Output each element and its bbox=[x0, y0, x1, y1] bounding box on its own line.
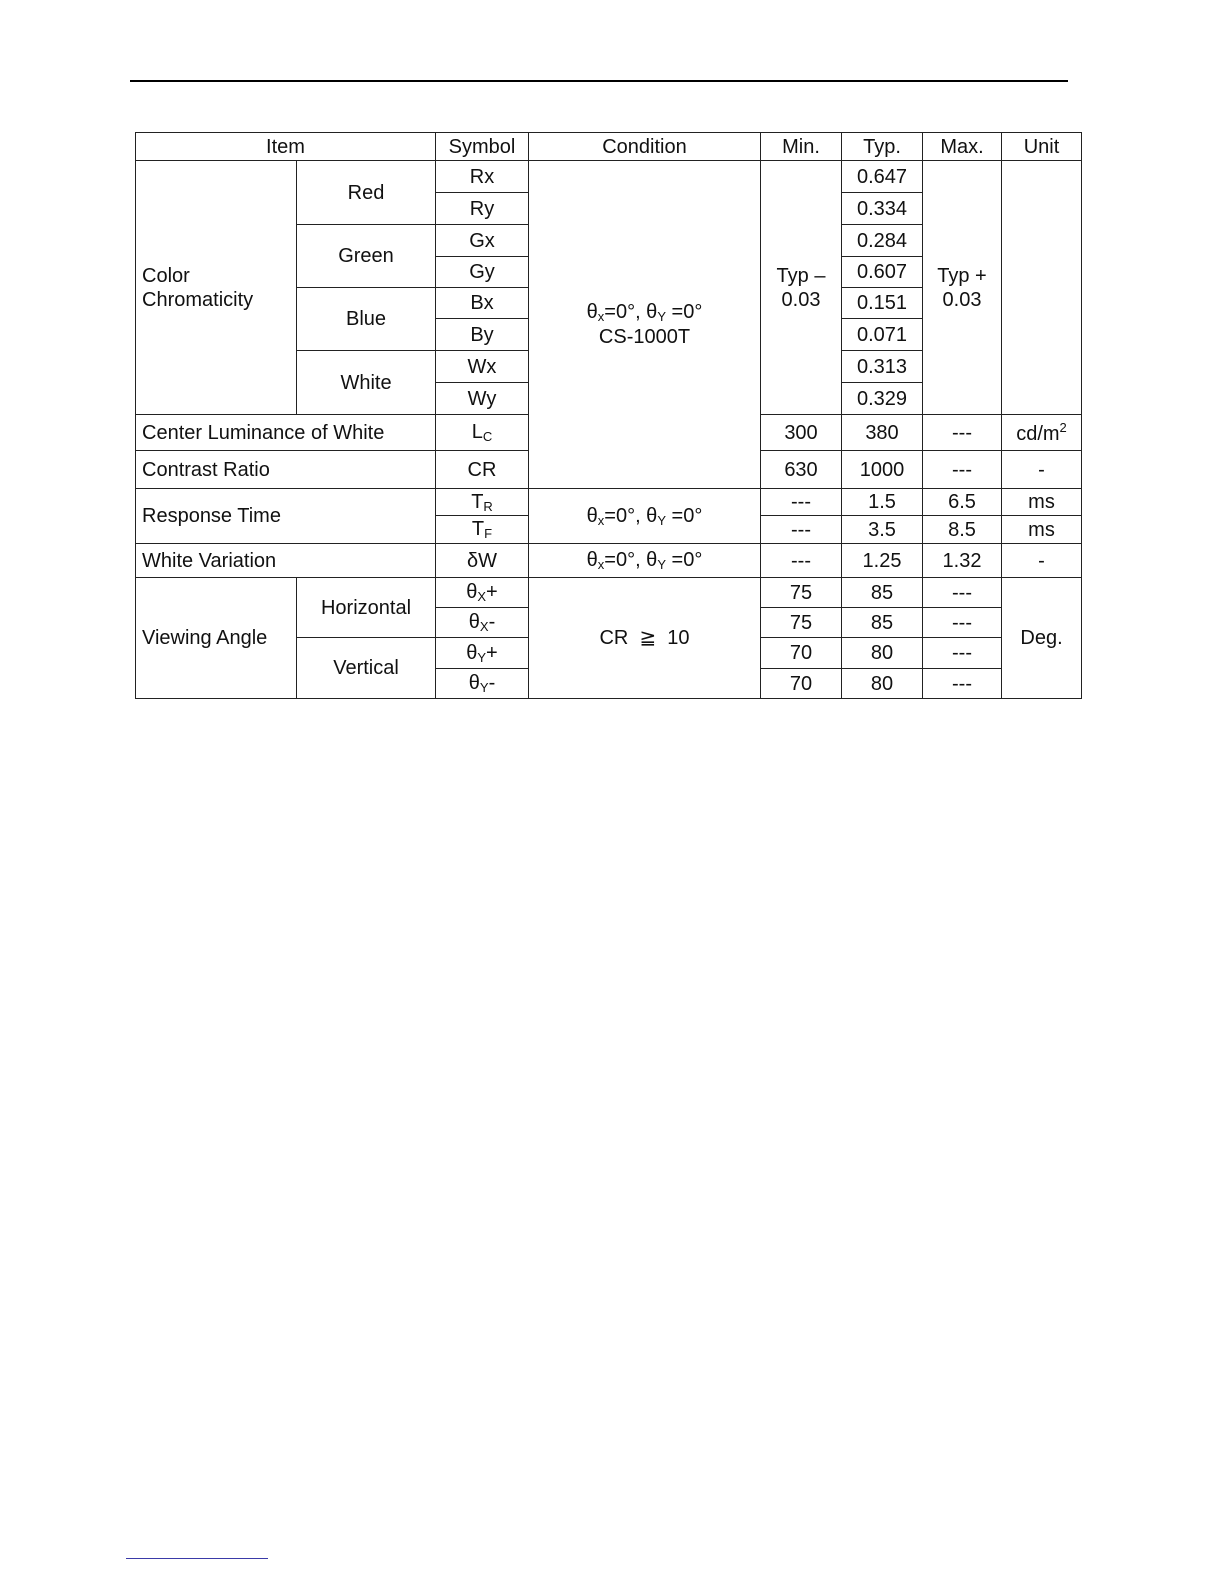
luminance-unit: $cd/m^2$ bbox=[1002, 415, 1082, 451]
tf-min: --- bbox=[761, 516, 842, 544]
contrast-max: --- bbox=[923, 451, 1002, 489]
tr-max: 6.5 bbox=[923, 489, 1002, 516]
header-row bbox=[136, 133, 1082, 161]
optical-spec-table bbox=[135, 132, 1082, 699]
header-symbol: Symbol bbox=[436, 133, 529, 161]
symbol-theta-y-minus: $\theta_Y-$ bbox=[436, 669, 529, 699]
blue-label: Blue bbox=[297, 288, 436, 351]
typ-gx: 0.284 bbox=[842, 225, 923, 257]
table-row bbox=[136, 544, 1082, 578]
va-typ: 85 bbox=[842, 608, 923, 638]
response-condition: $\theta_x=0^\circ$, $\theta_Y =0^\circ$ bbox=[529, 489, 761, 544]
header-item: Item bbox=[136, 133, 436, 161]
white-label: White bbox=[297, 351, 436, 415]
contrast-ratio-label: Contrast Ratio bbox=[136, 451, 436, 489]
contrast-min: 630 bbox=[761, 451, 842, 489]
footer-link-rule bbox=[126, 1558, 268, 1559]
color-chromaticity-label: Color Chromaticity bbox=[136, 161, 297, 415]
typ-wx: 0.313 bbox=[842, 351, 923, 383]
tr-min: --- bbox=[761, 489, 842, 516]
header-min: Min. bbox=[761, 133, 842, 161]
typ-wy: 0.329 bbox=[842, 383, 923, 415]
horizontal-label: Horizontal bbox=[297, 578, 436, 638]
va-typ: 85 bbox=[842, 578, 923, 608]
va-typ: 80 bbox=[842, 638, 923, 669]
green-label: Green bbox=[297, 225, 436, 288]
va-min: 70 bbox=[761, 669, 842, 699]
tr-typ: 1.5 bbox=[842, 489, 923, 516]
symbol-gy: Gy bbox=[436, 257, 529, 288]
contrast-typ: 1000 bbox=[842, 451, 923, 489]
chromaticity-max: Typ + 0.03 bbox=[923, 161, 1002, 415]
condition-line-2: CS-1000T bbox=[598, 325, 691, 348]
header-condition: Condition bbox=[529, 133, 761, 161]
va-max: --- bbox=[923, 669, 1002, 699]
white-variation-label: White Variation bbox=[136, 544, 436, 578]
typ-by: 0.071 bbox=[842, 319, 923, 351]
condition-line-1: $\theta_x=0^\circ$, $\theta_Y =0^\circ$ bbox=[586, 301, 703, 325]
va-typ: 80 bbox=[842, 669, 923, 699]
va-min: 70 bbox=[761, 638, 842, 669]
symbol-theta-y-plus: $\theta_Y+$ bbox=[436, 638, 529, 669]
vertical-label: Vertical bbox=[297, 638, 436, 699]
contrast-unit: - bbox=[1002, 451, 1082, 489]
va-max: --- bbox=[923, 578, 1002, 608]
luminance-typ: 380 bbox=[842, 415, 923, 451]
viewing-angle-label: Viewing Angle bbox=[136, 578, 297, 699]
typ-gy: 0.607 bbox=[842, 257, 923, 288]
va-max: --- bbox=[923, 638, 1002, 669]
tr-unit: ms bbox=[1002, 489, 1082, 516]
wv-typ: 1.25 bbox=[842, 544, 923, 578]
header-rule bbox=[130, 80, 1068, 82]
tf-max: 8.5 bbox=[923, 516, 1002, 544]
wv-max: 1.32 bbox=[923, 544, 1002, 578]
typ-rx: 0.647 bbox=[842, 161, 923, 193]
table-row bbox=[136, 578, 1082, 608]
wv-unit: - bbox=[1002, 544, 1082, 578]
va-max: --- bbox=[923, 608, 1002, 638]
typ-bx: 0.151 bbox=[842, 288, 923, 319]
table-row bbox=[136, 489, 1082, 516]
symbol-cr: CR bbox=[436, 451, 529, 489]
tf-unit: ms bbox=[1002, 516, 1082, 544]
tf-typ: 3.5 bbox=[842, 516, 923, 544]
symbol-theta-x-plus: $\theta_X+$ bbox=[436, 578, 529, 608]
response-time-label: Response Time bbox=[136, 489, 436, 544]
header-max: Max. bbox=[923, 133, 1002, 161]
typ-ry: 0.334 bbox=[842, 193, 923, 225]
va-min: 75 bbox=[761, 608, 842, 638]
symbol-by: By bbox=[436, 319, 529, 351]
symbol-gx: Gx bbox=[436, 225, 529, 257]
symbol-rx: Rx bbox=[436, 161, 529, 193]
luminance-max: --- bbox=[923, 415, 1002, 451]
symbol-lc: $L_C$ bbox=[436, 415, 529, 451]
center-luminance-label: Center Luminance of White bbox=[136, 415, 436, 451]
symbol-wx: Wx bbox=[436, 351, 529, 383]
symbol-theta-x-minus: $\theta_X-$ bbox=[436, 608, 529, 638]
symbol-tr: $T_R$ bbox=[436, 489, 529, 516]
symbol-dw: δW bbox=[436, 544, 529, 578]
viewing-condition: CR ≧ 10 bbox=[529, 578, 761, 699]
viewing-unit: Deg. bbox=[1002, 578, 1082, 699]
header-typ: Typ. bbox=[842, 133, 923, 161]
wv-min: --- bbox=[761, 544, 842, 578]
header-unit: Unit bbox=[1002, 133, 1082, 161]
luminance-min: 300 bbox=[761, 415, 842, 451]
symbol-ry: Ry bbox=[436, 193, 529, 225]
symbol-tf: $T_F$ bbox=[436, 516, 529, 544]
va-min: 75 bbox=[761, 578, 842, 608]
chromaticity-condition bbox=[529, 161, 761, 489]
symbol-bx: Bx bbox=[436, 288, 529, 319]
chromaticity-unit bbox=[1002, 161, 1082, 415]
white-variation-condition: $\theta_x=0^\circ$, $\theta_Y =0^\circ$ bbox=[529, 544, 761, 578]
red-label: Red bbox=[297, 161, 436, 225]
chromaticity-min: Typ – 0.03 bbox=[761, 161, 842, 415]
symbol-wy: Wy bbox=[436, 383, 529, 415]
table-row bbox=[136, 161, 1082, 193]
